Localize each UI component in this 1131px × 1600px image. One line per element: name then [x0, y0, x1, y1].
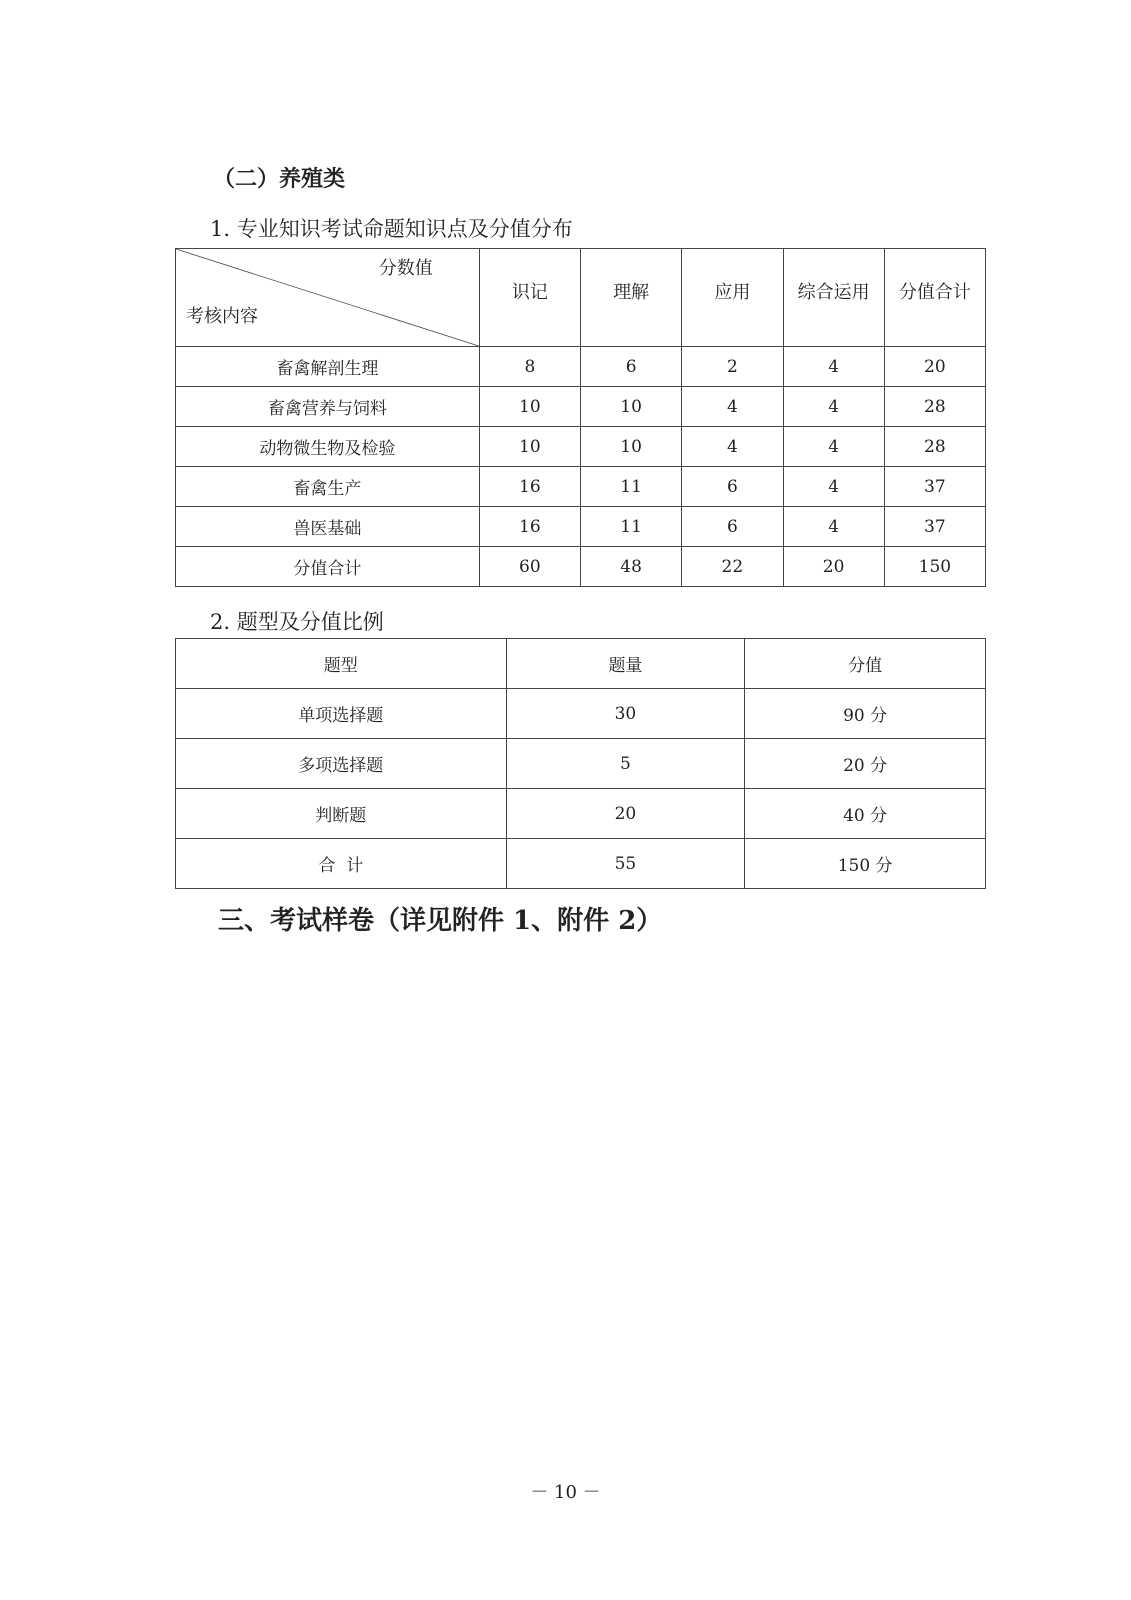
table-cell: 48: [581, 547, 682, 587]
table-total-row: [176, 547, 986, 587]
table-cell: 单项选择题: [176, 689, 507, 739]
table-cell: 20 分: [745, 739, 986, 789]
table-header-row: [176, 639, 986, 689]
table-row: [176, 347, 986, 387]
corner-label-score: 分数值: [378, 258, 433, 279]
column-header: 题量: [506, 639, 745, 689]
column-header: 识记: [479, 249, 580, 347]
table-cell: 11: [581, 467, 682, 507]
table-cell: 4: [783, 387, 884, 427]
corner-label-content: 考核内容: [186, 306, 258, 327]
table-cell: 合 计: [176, 839, 507, 889]
table-cell: 30: [506, 689, 745, 739]
table-cell: 150 分: [745, 839, 986, 889]
column-header: 理解: [581, 249, 682, 347]
table-cell: 22: [682, 547, 783, 587]
table-cell: 20: [783, 547, 884, 587]
row-label: 动物微生物及检验: [176, 427, 480, 467]
row-label: 畜禽生产: [176, 467, 480, 507]
table-cell: 6: [581, 347, 682, 387]
table-row: [176, 789, 986, 839]
table-total-row: [176, 839, 986, 889]
column-header: 应用: [682, 249, 783, 347]
diagonal-header-cell: [176, 249, 480, 347]
table-cell: 4: [783, 347, 884, 387]
table-cell: 6: [682, 467, 783, 507]
table-row: [176, 387, 986, 427]
column-header: 题型: [176, 639, 507, 689]
table-cell: 16: [479, 507, 580, 547]
table-row: [176, 467, 986, 507]
table-cell: 37: [884, 507, 985, 547]
table-cell: 11: [581, 507, 682, 547]
table-cell: 20: [884, 347, 985, 387]
table-cell: 5: [506, 739, 745, 789]
table-header-row: [176, 249, 986, 347]
table-cell: 4: [783, 427, 884, 467]
table-cell: 20: [506, 789, 745, 839]
table-cell: 16: [479, 467, 580, 507]
table-cell: 8: [479, 347, 580, 387]
row-label: 兽医基础: [176, 507, 480, 547]
table-cell: 90 分: [745, 689, 986, 739]
table-cell: 55: [506, 839, 745, 889]
knowledge-score-table: [175, 248, 986, 587]
table-cell: 28: [884, 427, 985, 467]
table-cell: 10: [581, 427, 682, 467]
column-header: 分值合计: [884, 249, 985, 347]
page-number: － 10 －: [530, 1482, 601, 1503]
question-type-table: [175, 638, 986, 889]
table-row: [176, 507, 986, 547]
subheading-question-types: 2. 题型及分值比例: [210, 610, 384, 634]
table-cell: 4: [682, 387, 783, 427]
table-cell: 2: [682, 347, 783, 387]
section-heading: （二）养殖类: [213, 166, 346, 192]
table-cell: 60: [479, 547, 580, 587]
table-cell: 150: [884, 547, 985, 587]
table-cell: 10: [479, 387, 580, 427]
table-cell: 判断题: [176, 789, 507, 839]
column-header: 综合运用: [783, 249, 884, 347]
table-row: [176, 739, 986, 789]
table-cell: 10: [479, 427, 580, 467]
diagonal-line: [176, 249, 479, 346]
part-heading-sample-papers: 三、考试样卷（详见附件 1、附件 2）: [218, 906, 663, 936]
row-label: 畜禽营养与饲料: [176, 387, 480, 427]
table-cell: 6: [682, 507, 783, 547]
table-cell: 多项选择题: [176, 739, 507, 789]
column-header: 分值: [745, 639, 986, 689]
table-cell: 10: [581, 387, 682, 427]
table-row: [176, 689, 986, 739]
row-label: 畜禽解剖生理: [176, 347, 480, 387]
table-cell: 40 分: [745, 789, 986, 839]
table-cell: 4: [783, 507, 884, 547]
table-cell: 37: [884, 467, 985, 507]
table-row: [176, 427, 986, 467]
table-cell: 4: [783, 467, 884, 507]
subheading-knowledge-distribution: 1. 专业知识考试命题知识点及分值分布: [210, 217, 573, 241]
table-cell: 28: [884, 387, 985, 427]
table-cell: 4: [682, 427, 783, 467]
row-label: 分值合计: [176, 547, 480, 587]
